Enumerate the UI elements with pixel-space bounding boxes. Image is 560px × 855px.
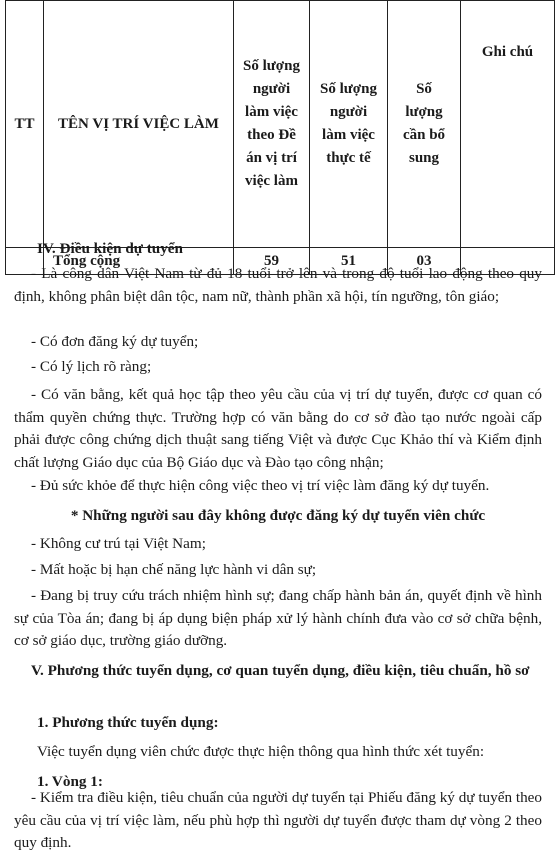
exclusion-item: - Mất hoặc bị hạn chế năng lực hành vi dân sự; xyxy=(31,561,317,578)
exclusion-item: - Không cư trú tại Việt Nam; xyxy=(31,535,206,552)
method-text: Việc tuyển dụng viên chức được thực hiện thông qua hình thức xét tuyển: xyxy=(37,743,485,760)
header-position: TÊN VỊ TRÍ VIỆC LÀM xyxy=(44,1,234,248)
header-actual: Số lượng người làm việc thực tế xyxy=(310,1,388,248)
staffing-table xyxy=(5,0,555,275)
header-supplement: Số lượng cần bổ sung xyxy=(388,1,461,248)
header-planned: Số lượng người làm việc theo Đề án vị trí việc làm xyxy=(234,1,310,248)
table-header-row xyxy=(6,1,555,248)
header-tt: TT xyxy=(6,1,44,248)
condition-item: - Có lý lịch rõ ràng; xyxy=(31,358,152,375)
condition-item: - Là công dân Việt Nam từ đủ 18 tuổi trở lên và trong độ tuổi lao động theo quy định, không phân biệt dân tộc, nam nữ, thành phần xã hội, tín ngưỡng, tôn giáo; xyxy=(14,265,542,305)
header-note: Ghi chú xyxy=(461,1,555,248)
round1-title: 1. Vòng 1: xyxy=(37,773,103,790)
exclusion-item: - Đang bị truy cứu trách nhiệm hình sự; đang chấp hành bản án, quyết định về hình sự của Tòa án; đang bị áp dụng biện pháp xử lý hành chính đưa vào cơ sở chữa bệnh, cơ sở giáo dục, trường giáo dưỡng. xyxy=(14,587,542,649)
total-supplement: 03 xyxy=(388,248,461,275)
total-planned: 59 xyxy=(234,248,310,275)
total-actual: 51 xyxy=(310,248,388,275)
section4-title: IV. Điều kiện dự tuyển xyxy=(37,240,183,257)
condition-item: - Có đơn đăng ký dự tuyển; xyxy=(31,333,199,350)
method-subtitle: 1. Phương thức tuyển dụng: xyxy=(37,714,219,731)
total-label: Tổng cộng xyxy=(44,248,234,275)
section5-title: V. Phương thức tuyển dụng, cơ quan tuyển dụng, điều kiện, tiêu chuẩn, hồ sơ xyxy=(31,662,530,679)
condition-item: - Đủ sức khỏe để thực hiện công việc theo vị trí việc làm đăng ký dự tuyển. xyxy=(31,477,490,494)
condition-item: - Có văn bằng, kết quả học tập theo yêu cầu của vị trí dự tuyển, được cơ quan có thẩm quyền chứng thực. Trường hợp có văn bằng do cơ sở đào tạo nước ngoài cấp phải được công chứng dịch thuật sang tiếng Việt và được Cục Khảo thí và Kiểm định chất lượng Giáo dục của Bộ Giáo dục và Đào tạo công nhận; xyxy=(14,386,542,471)
exclusion-title: * Những người sau đây không được đăng ký dự tuyển viên chức xyxy=(70,507,486,524)
round1-text: - Kiểm tra điều kiện, tiêu chuẩn của người dự tuyển tại Phiếu đăng ký dự tuyển theo yêu cầu của vị trí việc làm, nếu phù hợp thì người dự tuyển được tham dự vòng 2 theo quy định. xyxy=(14,789,543,851)
